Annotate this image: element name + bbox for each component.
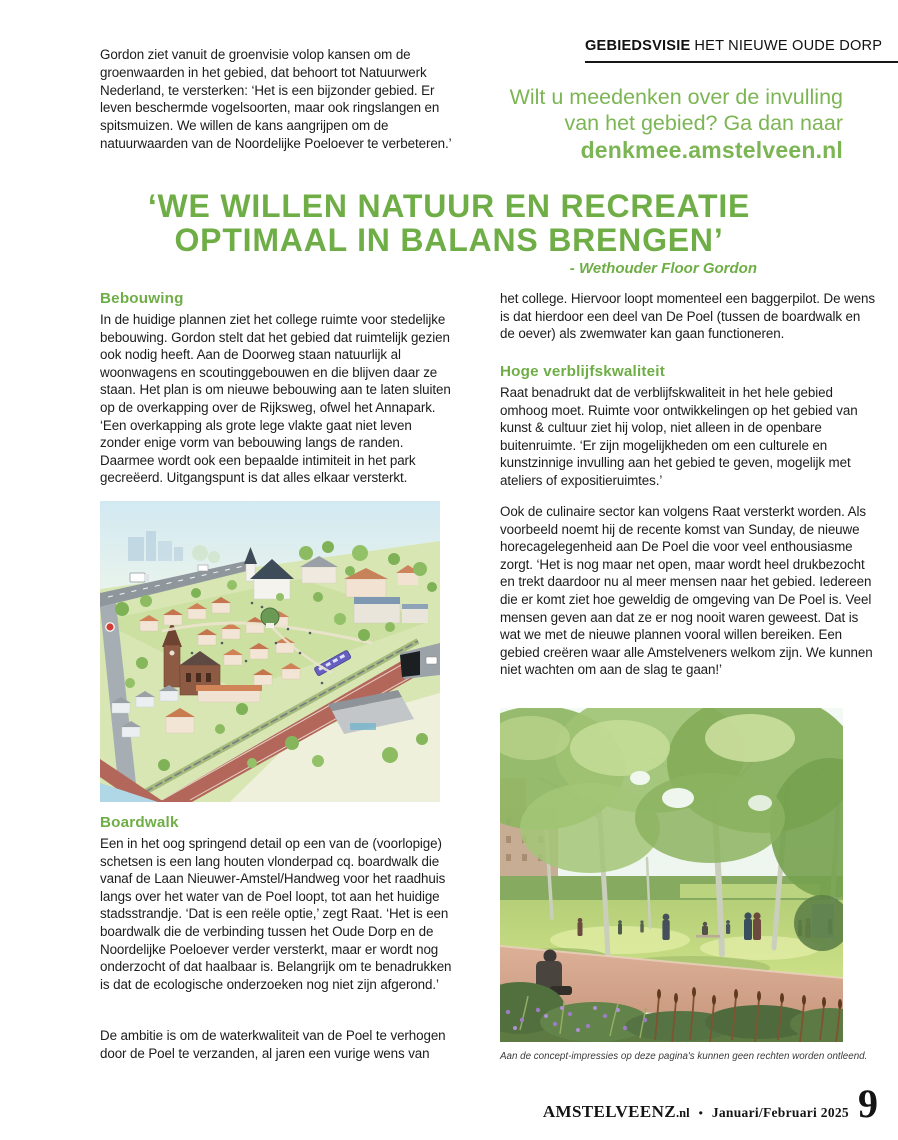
page-footer — [542, 1081, 878, 1126]
body-ambitie: De ambitie is om de waterkwaliteit van de Poel te verhogen door de Poel te verzanden, al jaren een vurige wens van — [100, 1028, 446, 1061]
body-bebouwing: In de huidige plannen ziet het college ruimte voor stedelijke bebouwing. Gordon stelt dat het gebied dat ruimtelijk gezien ook nodig heeft. Aan de Doorweg staan natuurlijk al woonwagens en scoutinggebouwen en die blijven daar ze staan. Het plan is om nieuwe bebouwing aan te laten sluiten op de overkapping over de Rijksweg, ofwel het Annapark. ‘Een overkapping als grote lege vlakte gaat niet leven zonder enige vorm van bebouwing langs de randen. Daarmee wordt ook een bepaalde intimiteit in het park gecreëerd. Uitgangspunt is dat alles elkaar versterkt. — [100, 312, 451, 486]
cta-url: denkmee.amstelveen.nl — [580, 137, 843, 163]
cta-line1: Wilt u meedenken over de invulling — [509, 85, 843, 109]
road-sign — [106, 623, 114, 631]
kicker-subtitle: HET NIEUWE OUDE DORP — [694, 38, 883, 54]
cta-block — [510, 84, 843, 163]
pull-quote-line1: ‘WE WILLEN NATUUR EN RECREATIE — [147, 188, 751, 224]
pull-quote — [0, 189, 898, 257]
body-college: het college. Hiervoor loopt momenteel een baggerpilot. De wens is dat hierdoor een deel van De Poel (tussen de boardwalk en de oever) als zwemwater kan gaan functioneren. — [500, 291, 875, 342]
page-number: 9 — [858, 1081, 878, 1126]
publication-logo — [543, 1102, 690, 1122]
heading-verblijfskwaliteit: Hoge verblijfskwaliteit — [500, 363, 665, 380]
issue-date: Januari/Februari 2025 — [711, 1105, 849, 1120]
body-verblijfskwaliteit: Raat benadrukt dat de verblijfskwaliteit in het hele gebied omhoog moet. Ruimte voor ontwikkelingen op het gebied van kunst & cultuur ziet hij volop, niet alleen in de openbare buitenruimte. ‘Er zijn mogelijkheden om een culturele en kunstzinnige invulling aan het gebied te geven, mogelijk met ateliers of expositieruimtes.’ — [500, 385, 858, 488]
pull-quote-line2: OPTIMAAL IN BALANS BRENGEN’ — [174, 222, 724, 258]
heading-boardwalk: Boardwalk — [100, 814, 179, 831]
heading-bebouwing: Bebouwing — [100, 290, 184, 307]
photo-caption: Aan de concept-impressies op deze pagina's kunnen geen rechten worden ontleend. — [500, 1051, 868, 1062]
section-kicker — [585, 38, 898, 63]
aerial-illustration — [100, 501, 440, 802]
body-boardwalk: Een in het oog springend detail op een van de (voorlopige) schetsen is een lang houten vlonderpad cq. boardwalk die vanaf de Laan Nieuwer-Amstel/Handweg voor het raadhuis langs over het water van de Poel loopt, tot aan het huidige stadsstrandje. ‘Dat is een reële optie,’ zegt Raat. ‘Het is een boardwalk die de verbinding tussen het Oude Dorp en de Noordelijke Poeloever verder versterkt, maar er wordt nog onderzocht of dat haalbaar is. Belangrijk om te benadrukken is dat de ecologische onderzoeken nog niet zijn afgerond.’ — [100, 836, 452, 992]
park-photo — [500, 708, 843, 1042]
kicker-title: GEBIEDSVISIE — [585, 38, 691, 54]
pull-quote-attribution: - Wethouder Floor Gordon — [569, 260, 757, 277]
aerial-illustration-svg — [100, 501, 440, 802]
publication-suffix: .nl — [676, 1106, 690, 1120]
publication-name: AMSTELVEENZ — [542, 1102, 677, 1121]
intro-paragraph: Gordon ziet vanuit de groenvisie volop kansen om de groenwaarden in het gebied, dat behoort tot Natuurwerk Nederland, te versterken: ‘Het is een bijzonder gebied. Er leven beschermde vogelsoorten, maar ook ringslangen en spitsmuizen. We willen de kans aangrijpen om de natuurwaarden van de Noordelijke Poeloever te verbeteren.’ — [100, 47, 452, 151]
cta-line2: van het gebied? Ga dan naar — [564, 111, 843, 135]
section-bebouwing — [100, 290, 452, 487]
park-photo-svg — [500, 708, 843, 1042]
section-boardwalk — [100, 814, 452, 993]
body-culinair: Ook de culinaire sector kan volgens Raat versterkt worden. Als voorbeeld noemt hij de recente komst van Sunday, de nieuwe horecagelegenheid aan De Poel die voor veel enthousiasme zorgt. ‘Het is nog maar net open, maar wordt heel drukbezocht en trekt daardoor nu al meer mensen naar het gebied. Iedereen die er komt ziet hoe geweldig de omgeving van De Poel is. Veel mensen geven aan dat ze er nog nooit waren geweest. Dat is wat we met de nieuwe plannen vooral willen bereiken. Een gebied creëren waar alle Amstelveners welkom zijn. We kunnen niet wachten om aan de slag te gaan!’ — [500, 504, 873, 678]
footer-separator: • — [698, 1106, 703, 1120]
section-verblijfskwaliteit — [500, 363, 878, 490]
